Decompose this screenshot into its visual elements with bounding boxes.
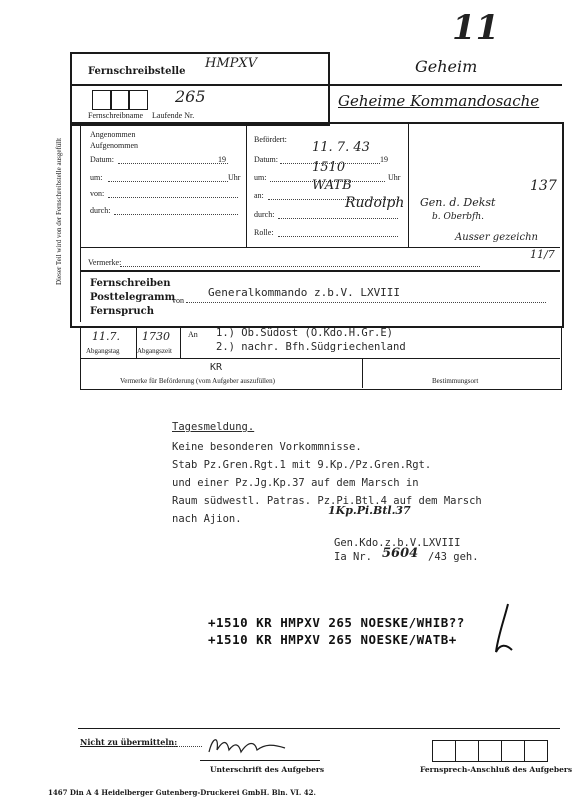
received-datum-label: Datum: [90,155,114,164]
sent-date: 11. 7. 43 [312,140,370,155]
side-text: Dieser Teil wird von der Fernschreibstelle ausgefüllt [55,137,63,285]
sent-time: 1510 [312,160,346,175]
annotation-line2: b. Oberbfh. [432,212,485,222]
serial-value: 265 [175,87,206,106]
corner-mark: 11 [452,8,500,48]
tape-check-mark-icon [490,600,520,660]
dispatch-time: 1730 [142,330,170,343]
annotation-num1: 137 [530,178,557,194]
sent-to: WATB [312,178,352,193]
recipient-2: 2.) nachr. Bfh.Südgriechenland [216,341,406,353]
recipient-1: 1.) Ob.Südost (O.Kdo.H.Gr.E) [216,327,394,339]
annotation-line1: Gen. d. Dekst [420,196,496,209]
received-label2: Aufgenommen [90,141,138,150]
received-label1: Angenommen [90,130,136,139]
message-correction: 1Kp.Pi.Btl.37 [328,504,411,517]
secret-command-label: Geheime Kommandosache [338,92,540,110]
sent-by: Rudolph [345,195,405,211]
sent-label: Befördert: [254,135,287,144]
tape-line-2: +1510 KR HMPXV 265 NOESKE/WATB+ [208,632,457,647]
kr-code: KR [210,362,223,373]
signature-label: Unterschrift des Aufgebers [210,765,325,774]
signature-icon [205,730,295,760]
annotation-num2: 11/7 [530,248,555,261]
message-sig-num: 5604 [382,546,419,561]
not-transmit-label: Nicht zu übermitteln: [80,737,178,747]
sender-unit: Generalkommando z.b.V. LXVIII [208,286,401,299]
tape-line-1: +1510 KR HMPXV 265 NOESKE/WHIB?? [208,615,465,630]
message-sig2: Ia Nr. [334,551,372,563]
dispatch-date: 11.7. [92,330,120,343]
remarks-label: Vermerke: [88,258,122,267]
secret-label: Geheim [415,57,478,76]
message-sig1: Gen.Kdo.z.b.V.LXVIII [334,537,461,549]
phone-label: Fernsprech-Anschluß des Aufgebers [420,765,573,774]
annotation-line3: Ausser gezeichn [455,232,538,243]
serial-label: Laufende Nr. [152,111,195,120]
name-label: Fernschreibname [88,111,144,120]
printer-note: 1467 Din A 4 Heidelberger Gutenberg-Druckerei GmbH. Bln. VI. 42. [48,788,316,797]
message-title: Tagesmeldung. [172,421,255,433]
station-label: Fernschreibstelle [88,66,186,77]
station-value: HMPXV [205,56,258,71]
